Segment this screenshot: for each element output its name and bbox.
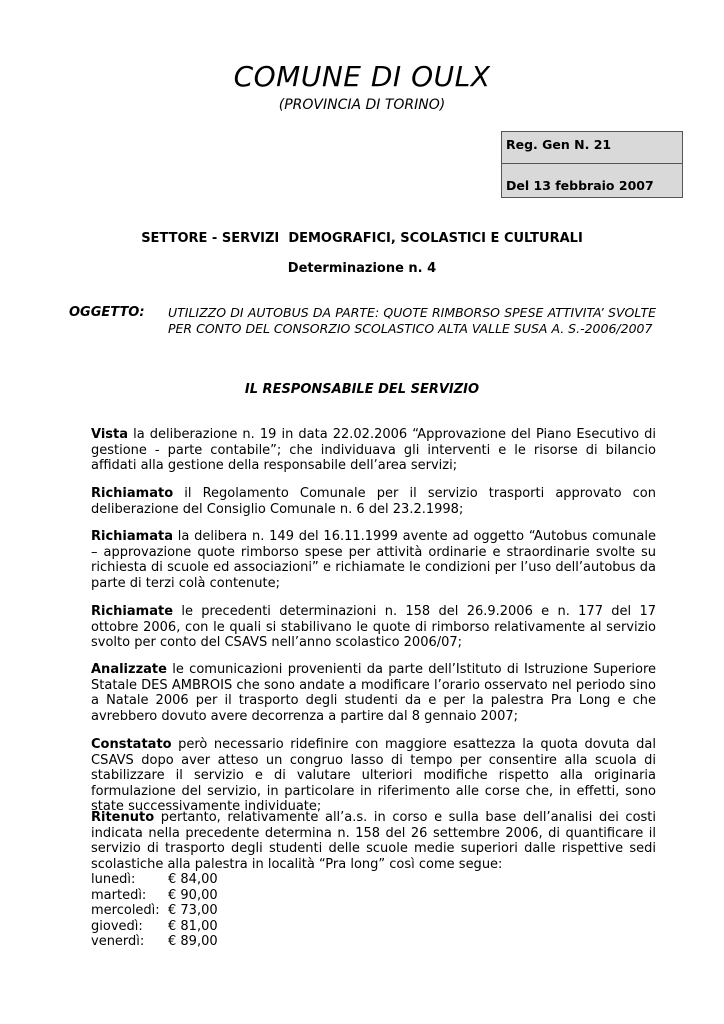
price-day: lunedì: xyxy=(91,872,136,887)
registry-box xyxy=(501,131,683,198)
municipality-title: COMUNE DI OULX xyxy=(233,60,491,93)
paragraph-lead: Constatato xyxy=(91,737,172,752)
paragraph-lead: Richiamato xyxy=(91,486,174,501)
registry-date: Del 13 febbraio 2007 xyxy=(506,178,654,193)
paragraph-text: la delibera n. 149 del 16.11.1999 avente ad oggetto “Autobus comunale – approvazione quote rimborso spese per attività ordinarie e straordinarie svolte su richiesta di scuole ed associazioni” e richiamate le condizioni per l’uso dell’autobus da parte di terzi colà contenute; xyxy=(91,529,656,591)
paragraph-constatato xyxy=(91,737,656,815)
paragraph-text: le precedenti determinazioni n. 158 del 26.9.2006 e n. 177 del 17 ottobre 2006, con le quali si stabilivano le quote di rimborso relativamente al servizio svolto per conto del CSAVS nell’anno scolastico 2006/07; xyxy=(91,604,656,650)
paragraph-lead: Richiamate xyxy=(91,604,174,619)
paragraph-text: il Regolamento Comunale per il servizio trasporti approvato con deliberazione del Consiglio Comunale n. 6 del 23.2.1998; xyxy=(91,486,656,517)
price-amount: € 89,00 xyxy=(168,934,218,949)
paragraph-text: le comunicazioni provenienti da parte dell’Istituto di Istruzione Superiore Statale DES AMBROIS che sono andate a modificare l’orario osservato nel periodo sino a Natale 2006 per il trasporto degli studenti da e per la palestra Pra Long e che avrebbero dovuto avere decorrenza a partire dal 8 gennaio 2007; xyxy=(91,662,656,724)
paragraph-text: però necessario ridefinire con maggiore esattezza la quota dovuta dal CSAVS dopo aver atteso un congruo lasso di tempo per consentire alla scuola di stabilizzare il servizio e di valutare ulteriori modifiche rispetto alla originaria formulazione del servizio, in particolare in riferimento alle corse che, in effetti, sono state successivamente individuate; xyxy=(91,737,656,814)
paragraph-vista xyxy=(91,427,656,474)
responsible-heading: IL RESPONSABILE DEL SERVIZIO xyxy=(244,382,480,397)
paragraph-richiamate xyxy=(91,604,656,651)
price-amount: € 73,00 xyxy=(168,903,218,918)
price-amount: € 90,00 xyxy=(168,887,218,903)
price-day: venerdì: xyxy=(91,934,145,949)
paragraph-ritenuto xyxy=(91,810,656,872)
price-day: mercoledì: xyxy=(91,903,160,918)
price-day: martedì: xyxy=(91,887,147,903)
sector-heading: SETTORE - SERVIZI DEMOGRAFICI, SCOLASTICI E CULTURALI xyxy=(141,231,583,246)
paragraph-lead: Analizzate xyxy=(91,662,167,677)
price-amount: € 84,00 xyxy=(168,872,218,887)
paragraph-lead: Richiamata xyxy=(91,529,173,544)
paragraph-text: pertanto, relativamente all’a.s. in corso e sulla base dell’analisi dei costi indicata nella precedente determina n. 158 del 26 settembre 2006, di quantificare il servizio di trasporto degli studenti delle scuole medie superiori dalle rispettive sedi scolastiche alla palestra in località “Pra long” così come segue: xyxy=(91,810,656,872)
paragraph-richiamata xyxy=(91,529,656,591)
paragraph-lead: Vista xyxy=(91,427,129,442)
subject-text: UTILIZZO DI AUTOBUS DA PARTE: QUOTE RIMBORSO SPESE ATTIVITA’ SVOLTE PER CONTO DEL CONSORZIO SCOLASTICO ALTA VALLE SUSA A. S.-2006/2007 xyxy=(168,305,656,336)
registry-number: Reg. Gen N. 21 xyxy=(502,132,682,164)
subject-label: OGGETTO: xyxy=(69,305,145,320)
determination-number: Determinazione n. 4 xyxy=(287,261,437,276)
paragraph-richiamato xyxy=(91,486,656,517)
price-amount: € 81,00 xyxy=(168,918,218,934)
paragraph-analizzate xyxy=(91,662,656,724)
price-day: giovedì: xyxy=(91,918,143,934)
province-subtitle: (PROVINCIA DI TORINO) xyxy=(278,97,446,113)
paragraph-lead: Ritenuto xyxy=(91,810,155,825)
paragraph-text: la deliberazione n. 19 in data 22.02.2006 “Approvazione del Piano Esecutivo di gestione - parte contabile”; che individuava gli interventi e le risorse di bilancio affidati alla gestione della responsabile dell’area servizi; xyxy=(91,427,656,473)
